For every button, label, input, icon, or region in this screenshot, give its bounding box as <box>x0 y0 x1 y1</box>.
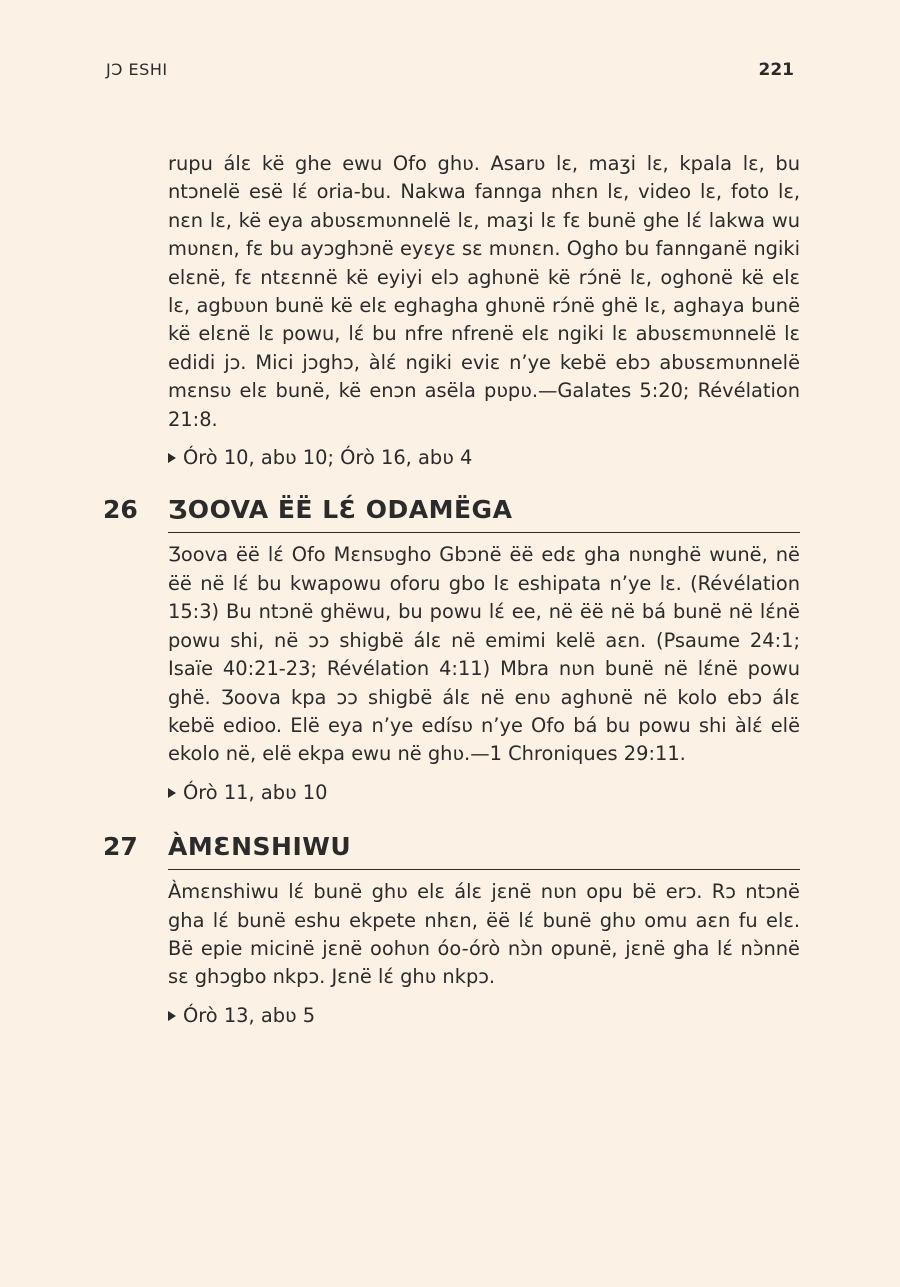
page-number: 221 <box>758 60 794 80</box>
intro-reference <box>168 444 800 472</box>
section-number: 26 <box>103 495 138 525</box>
reference-text: Órò 10, abʋ 10; Órò 16, abʋ 4 <box>183 446 473 470</box>
section-title: ÀMƐNSHIWU <box>168 832 352 862</box>
intro-paragraph: rupu álɛ kë ghe ewu Ofo ghʋ. Asarʋ lɛ, maʒi lɛ, kpala lɛ, bu ntɔnelë esë lɛ́ oria-bu. Nakwa fannga nhɛn lɛ, video lɛ, foto lɛ, nɛn lɛ, kë eya abʋsɛmʋnnelë lɛ, maʒi lɛ fɛ bunë ghe lɛ́ lakwa wu mʋnɛn, fɛ bu ayɔghɔnë eyɛyɛ sɛ mʋnɛn. Ogho bu fannganë ngiki elɛnë, fɛ ntɛɛnnë kë eyiyi elɔ aghʋnë kë rɔ́në lɛ, oghonë kë elɛ lɛ, agbʋʋn bunë kë elɛ eghagha ghʋnë rɔ́në ghë lɛ, aghaya bunë kë elɛnë lɛ powu, lɛ́ bu nfre nfrenë elɛ ngiki lɛ abʋsɛmʋnnelë lɛ edidi jɔ. Mici jɔghɔ, àlɛ́ ngiki eviɛ n’ye kebë ebɔ abʋsɛmʋnnelë mɛnsʋ elɛ bunë, kë enɔn asëla pʋpʋ.—Galates 5:20; Révélation 21:8. <box>168 152 800 431</box>
reference-text: Órò 11, abʋ 10 <box>183 780 328 804</box>
section-26-reference <box>168 779 800 807</box>
book-title: JƆ ESHI <box>106 60 168 79</box>
section-26-paragraph: Ʒoova ëë lɛ́ Ofo Mɛnsʋgho Gbɔnë ëë edɛ gha nʋnghë wunë, në ëë në lɛ́ bu kwapowu oforu gbo lɛ eshipata n’ye lɛ. (Révélation 15:3) Bu ntɔnë ghëwu, bu powu lɛ́ ee, në ëë në bá bunë në lɛ́në powu shi, në ɔɔ shigbë álɛ në emimi kelë aɛn. (Psaume 24:1; Isaïe 40:21-23; Révélation 4:11) Mbra nʋn bunë në lɛ́në powu ghë. Ʒoova kpa ɔɔ shigbë álɛ në enʋ aghʋnë në kolo ebɔ álɛ kebë edioo. Elë eya n’ye edísʋ n’ye Ofo bá bu powu shi àlɛ́ elë ekolo në, elë ekpa ewu në ghʋ.—1 Chroniques 29:11. <box>168 543 800 766</box>
triangle-pointer-icon <box>168 453 176 463</box>
triangle-pointer-icon <box>168 1011 176 1021</box>
running-header <box>106 60 794 84</box>
section-number: 27 <box>103 832 138 862</box>
section-heading-26 <box>103 494 800 533</box>
section-title: ƷOOVA ËË LƐ́ ODAMËGA <box>168 495 513 525</box>
section-heading-27 <box>103 831 800 870</box>
reference-text: Órò 13, abʋ 5 <box>183 1003 316 1027</box>
page-content <box>103 150 800 1030</box>
triangle-pointer-icon <box>168 788 176 798</box>
section-27-paragraph: Àmɛnshiwu lɛ́ bunë ghʋ elɛ álɛ jɛnë nʋn opu bë erɔ. Rɔ ntɔnë gha lɛ́ bunë eshu ekpete nhɛn, ëë lɛ́ bunë ghʋ omu aɛn fu elɛ. Bë epie micinë jɛnë oohʋn óo-órò nɔ̀n opunë, jɛnë gha lɛ́ nɔ̀nnë sɛ ghɔgbo nkpɔ. Jɛnë lɛ́ ghʋ nkpɔ. <box>168 880 800 989</box>
section-27-reference <box>168 1002 800 1030</box>
